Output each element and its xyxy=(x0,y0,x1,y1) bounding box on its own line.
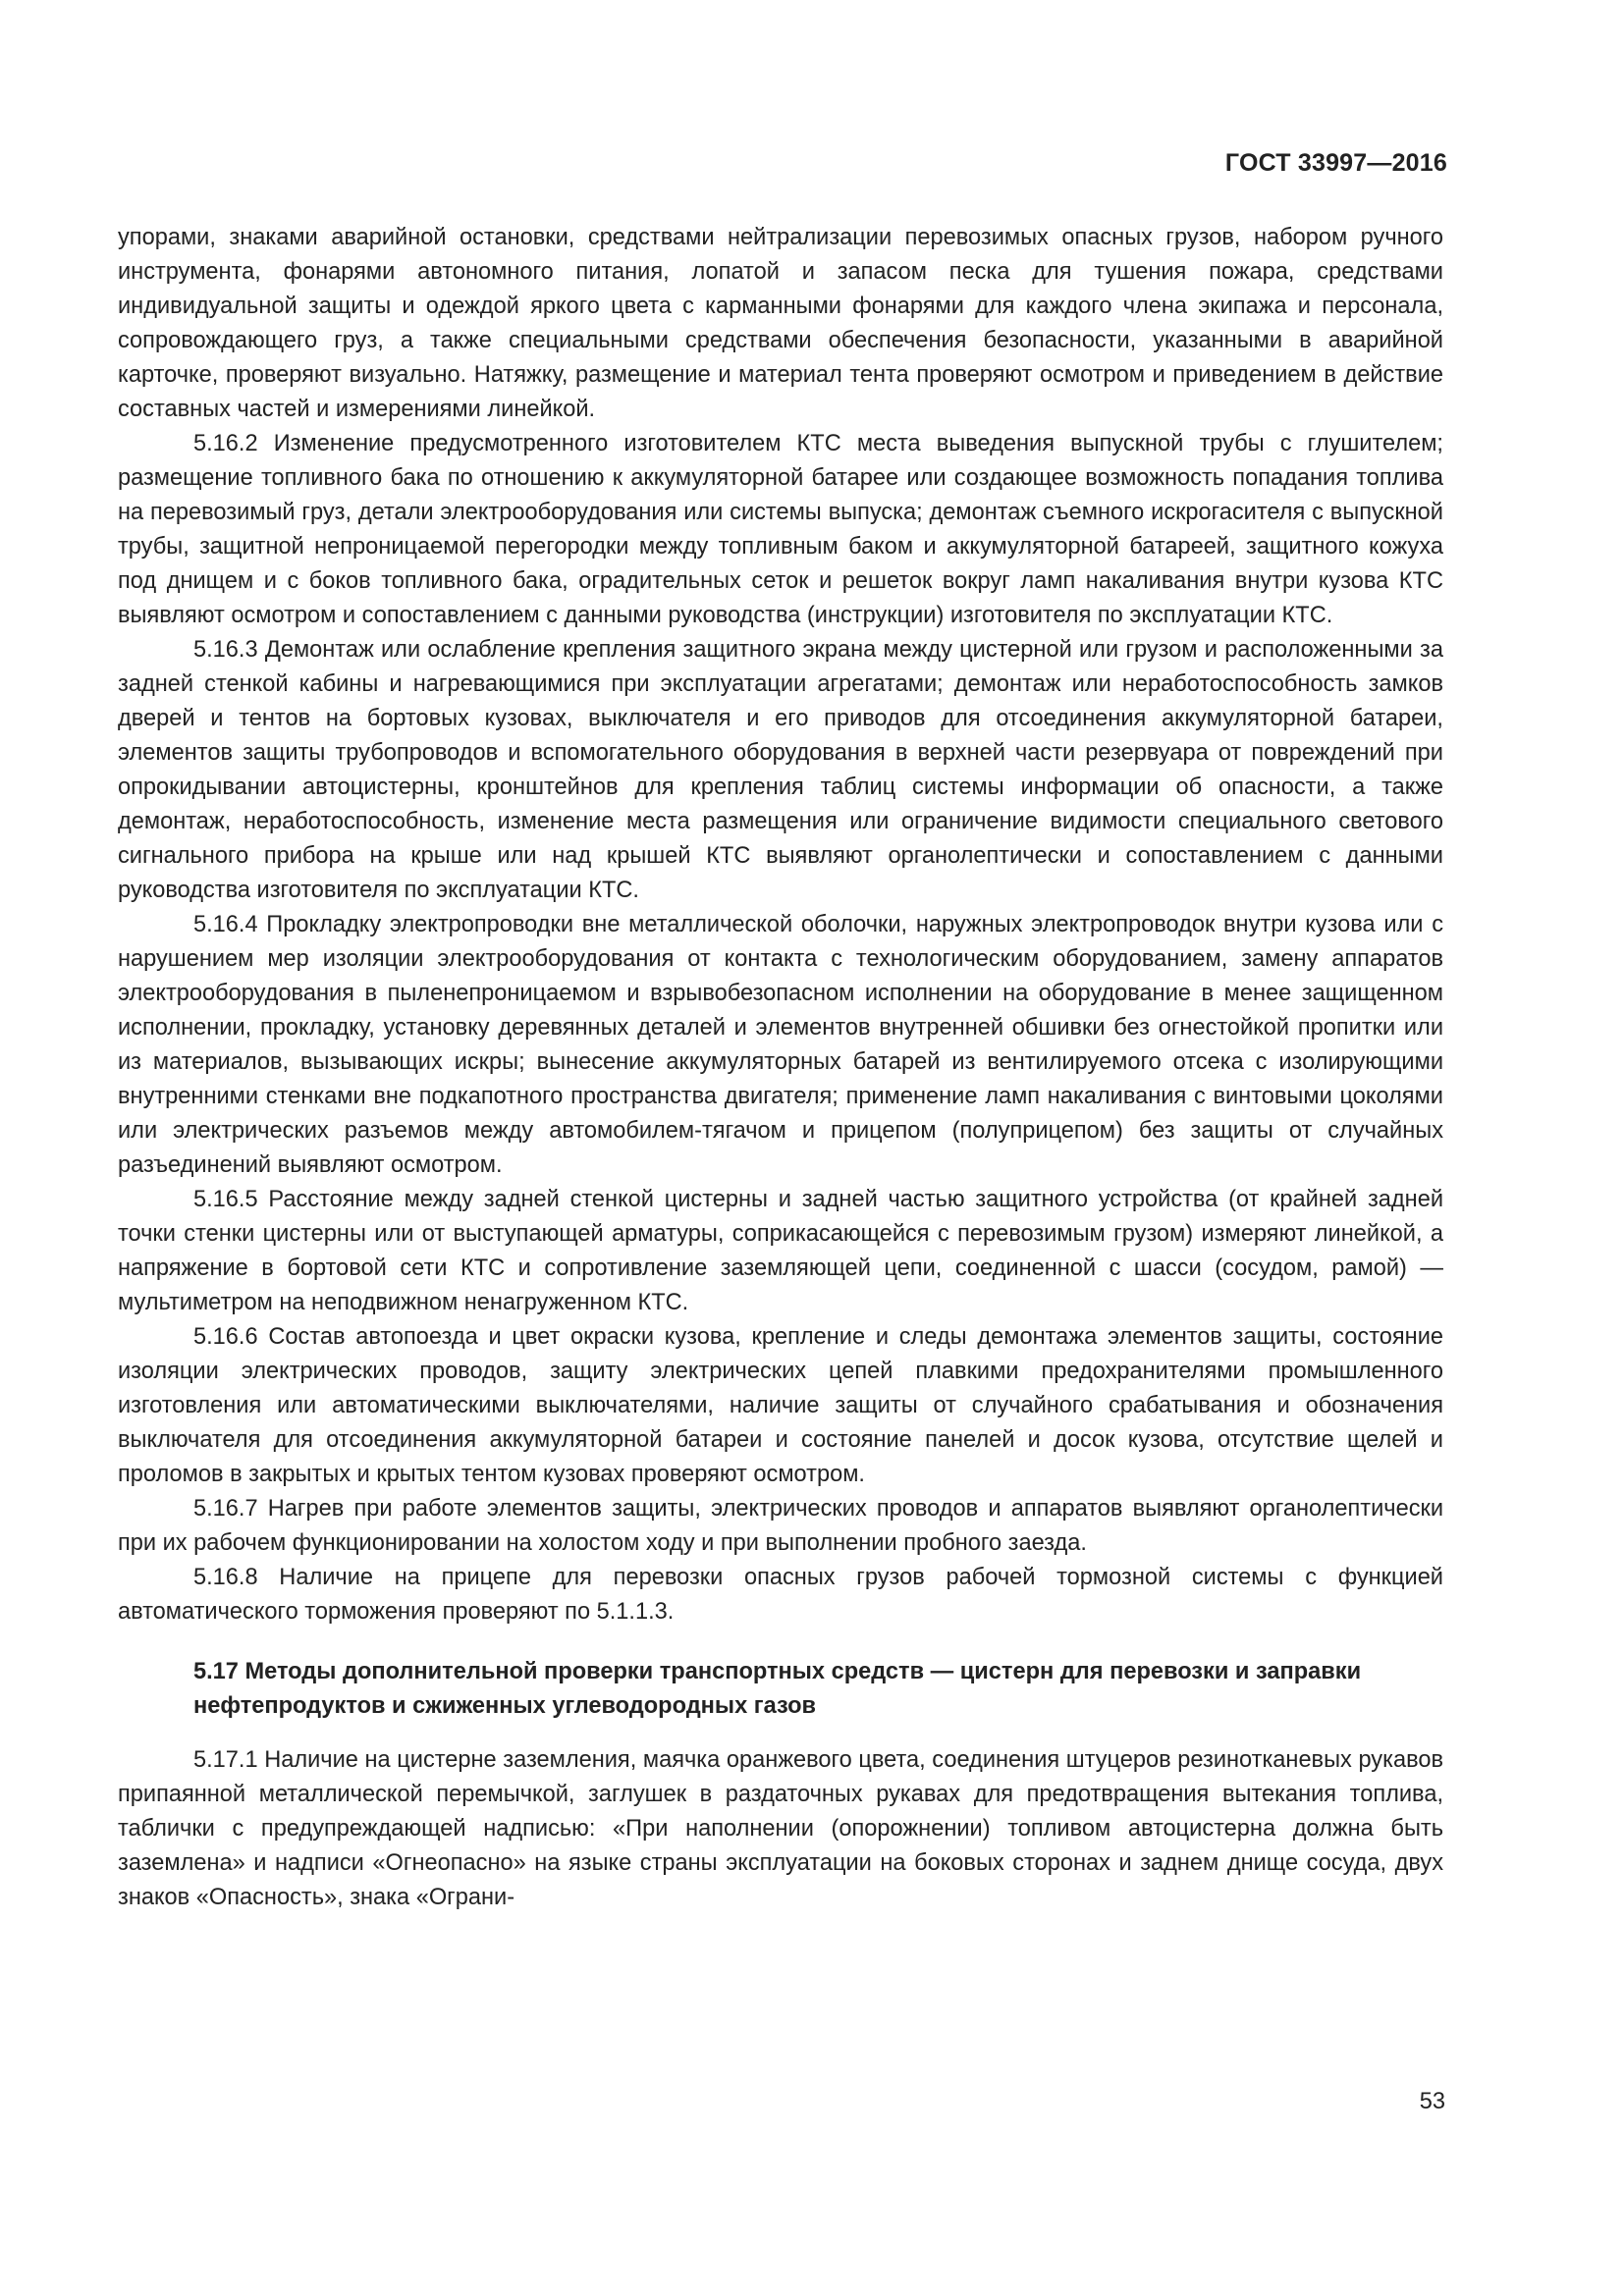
document-code-header: ГОСТ 33997—2016 xyxy=(1224,149,1447,177)
paragraph-5-16-5: 5.16.5 Расстояние между задней стенкой цистерны и задней частью защитного устройства (от крайней задней точки стенки цистерны или от выступающей арматуры, соприкасающейся с перевозимым грузом) измеряют линейкой, а напряжение в бортовой сети КТС и сопротивление заземляющей цепи, соединенной с шасси (сосудом, рамой) — мультиметром на неподвижном ненагруженном КТС. xyxy=(118,1187,1443,1315)
paragraph-5-16-2: 5.16.2 Изменение предусмотренного изготовителем КТС места выведения выпускной трубы с глушителем; размещение топливного бака по отношению к аккумуляторной батарее или создающее возможность попадания топлива на перевозимый груз, детали электрооборудования или системы выпуска; демонтаж съемного искрогасителя с выпускной трубы, защитной непроницаемой перегородки между топливным баком и аккумуляторной батареей, защитного кожуха под днищем и с боков топливного бака, оградительных сеток и решеток вокруг ламп накаливания внутри кузова КТС выявляют осмотром и сопоставлением с данными руководства (инструкции) изготовителя по эксплуатации КТС. xyxy=(118,431,1443,628)
paragraph-5-16-6: 5.16.6 Состав автопоезда и цвет окраски кузова, крепление и следы демонтажа элементов защиты, состояние изоляции электрических проводов, защиту электрических цепей плавкими предохранителями промышленного изготовления или автоматическими выключателями, наличие защиты от случайного срабатывания и обозначения выключателя для отсоединения аккумуляторной батареи и состояние панелей и досок кузова, отсутствие щелей и проломов в закрытых и крытых тентом кузовах проверяют осмотром. xyxy=(118,1324,1443,1487)
paragraph-5-17-1: 5.17.1 Наличие на цистерне заземления, маячка оранжевого цвета, соединения штуцеров резинотканевых рукавов припаянной металлической перемычкой, заглушек в раздаточных рукавах для предотвращения вытекания топлива, таблички с предупреждающей надписью: «При наполнении (опорожнении) топливом автоцистерна должна быть заземлена» и надписи «Огнеопасно» на языке страны эксплуатации на боковых сторонах и заднем днище сосуда, двух знаков «Опасность», знака «Ограни- xyxy=(118,1747,1443,1910)
paragraph-continuation: упорами, знаками аварийной остановки, средствами нейтрализации перевозимых опасных грузов, набором ручного инструмента, фонарями автономного питания, лопатой и запасом песка для тушения пожара, средствами индивидуальной защиты и одеждой яркого цвета с карманными фонарями для каждого члена экипажа и персонала, сопровождающего груз, а также специальными средствами обеспечения безопасности, указанными в аварийной карточке, проверяют визуально. Натяжку, размещение и материал тента проверяют осмотром и приведением в действие составных частей и измерениями линейкой. xyxy=(118,225,1443,422)
paragraph-5-16-4: 5.16.4 Прокладку электропроводки вне металлической оболочки, наружных электропроводок внутри кузова или с нарушением мер изоляции электрооборудования от контакта с технологическим оборудованием, замену аппаратов электрооборудования в пыленепроницаемом и взрывобезопасном исполнении на оборудование в менее защищенном исполнении, прокладку, установку деревянных деталей и элементов внутренней обшивки без огнестойкой пропитки или из материалов, вызывающих искры; вынесение аккумуляторных батарей из вентилируемого отсека с изолирующими внутренними стенками вне подкапотного пространства двигателя; применение ламп накаливания с винтовыми цоколями или электрических разъемов между автомобилем-тягачом и прицепом (полуприцепом) без защиты от случайных разъединений выявляют осмотром. xyxy=(118,912,1443,1178)
paragraph-5-16-7: 5.16.7 Нагрев при работе элементов защиты, электрических проводов и аппаратов выявляют органолептически при их рабочем функционировании на холостом ходу и при выполнении пробного заезда. xyxy=(118,1496,1443,1556)
paragraph-5-16-3: 5.16.3 Демонтаж или ослабление крепления защитного экрана между цистерной или грузом и расположенными за задней стенкой кабины и нагревающимися при эксплуатации агрегатами; демонтаж или неработоспособность замков дверей и тентов на бортовых кузовах, выключателя и его приводов для отсоединения аккумуляторной батареи, элементов защиты трубопроводов и вспомогательного оборудования в верхней части резервуара от повреждений при опрокидывании автоцистерны, кронштейнов для крепления таблиц системы информации об опасности, а также демонтаж, неработоспособность, изменение места размещения или ограничение видимости специального светового сигнального прибора на крыше или над крышей КТС выявляют органолептически и сопоставлением с данными руководства изготовителя по эксплуатации КТС. xyxy=(118,637,1443,903)
document-body xyxy=(118,221,1443,1915)
section-heading-5-17: 5.17 Методы дополнительной проверки транспортных средств — цистерн для перевозки и заправки нефтепродуктов и сжиженных углеводородных газов xyxy=(193,1659,1362,1719)
page-number: 53 xyxy=(1419,2089,1445,2114)
paragraph-5-16-8: 5.16.8 Наличие на прицепе для перевозки опасных грузов рабочей тормозной системы с функцией автоматического торможения проверяют по 5.1.1.3. xyxy=(118,1565,1443,1625)
